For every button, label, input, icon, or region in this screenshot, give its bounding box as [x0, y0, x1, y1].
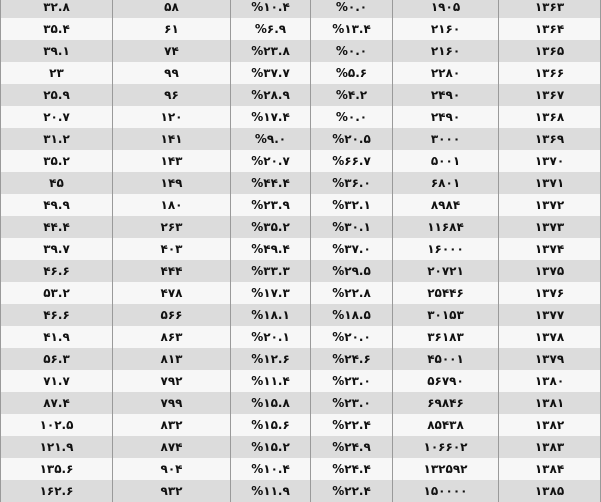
cell-count: ۶۱ — [113, 18, 231, 40]
cell-count: ۸۶۳ — [113, 326, 231, 348]
table-row — [1, 238, 601, 260]
cell-amount: ۲۲۸۰ — [393, 62, 499, 84]
table-row — [1, 436, 601, 458]
table-row — [1, 304, 601, 326]
cell-value-a: ۵۳.۲ — [1, 282, 113, 304]
cell-year: ۱۳۶۸ — [499, 106, 601, 128]
cell-year: ۱۳۷۹ — [499, 348, 601, 370]
cell-value-a: ۱۰۲.۵ — [1, 414, 113, 436]
cell-percent-change-a: %۲۳.۸ — [231, 40, 311, 62]
cell-count: ۹۰۴ — [113, 458, 231, 480]
cell-percent-change-b: %۲۹.۵ — [311, 260, 393, 282]
cell-count: ۱۴۱ — [113, 128, 231, 150]
cell-amount: ۶۹۸۴۶ — [393, 392, 499, 414]
cell-percent-change-a: %۴۹.۴ — [231, 238, 311, 260]
cell-amount: ۲۵۴۴۶ — [393, 282, 499, 304]
cell-year: ۱۳۷۳ — [499, 216, 601, 238]
cell-amount: ۱۱۶۸۴ — [393, 216, 499, 238]
cell-amount: ۱۹۰۵ — [393, 0, 499, 18]
table-row — [1, 370, 601, 392]
cell-percent-change-b: %۲۲.۴ — [311, 480, 393, 502]
cell-percent-change-b: %۲۳.۰ — [311, 370, 393, 392]
cell-percent-change-b: %۲۰.۰ — [311, 326, 393, 348]
cell-count: ۷۴ — [113, 40, 231, 62]
cell-percent-change-a: %۱۵.۸ — [231, 392, 311, 414]
table-row — [1, 40, 601, 62]
cell-count: ۸۱۳ — [113, 348, 231, 370]
cell-value-a: ۴۶.۶ — [1, 304, 113, 326]
table-row — [1, 458, 601, 480]
cell-year: ۱۳۸۵ — [499, 480, 601, 502]
cell-amount: ۵۶۷۹۰ — [393, 370, 499, 392]
cell-percent-change-a: %۹.۰ — [231, 128, 311, 150]
cell-year: ۱۳۸۴ — [499, 458, 601, 480]
cell-percent-change-a: %۲۳.۹ — [231, 194, 311, 216]
cell-value-a: ۸۷.۴ — [1, 392, 113, 414]
cell-year: ۱۳۷۶ — [499, 282, 601, 304]
cell-percent-change-a: %۳۷.۷ — [231, 62, 311, 84]
cell-year: ۱۳۶۶ — [499, 62, 601, 84]
cell-count: ۲۶۳ — [113, 216, 231, 238]
cell-amount: ۲۱۶۰ — [393, 40, 499, 62]
cell-percent-change-a: %۱۱.۴ — [231, 370, 311, 392]
cell-count: ۸۳۲ — [113, 414, 231, 436]
table-row — [1, 348, 601, 370]
cell-percent-change-b: %۵.۶ — [311, 62, 393, 84]
cell-percent-change-b: %۰.۰ — [311, 0, 393, 18]
cell-percent-change-a: %۲۰.۱ — [231, 326, 311, 348]
cell-year: ۱۳۷۵ — [499, 260, 601, 282]
cell-count: ۴۴۴ — [113, 260, 231, 282]
cell-value-a: ۳۵.۴ — [1, 18, 113, 40]
cell-year: ۱۳۷۴ — [499, 238, 601, 260]
cell-percent-change-b: %۲۰.۵ — [311, 128, 393, 150]
cell-percent-change-a: %۱۷.۳ — [231, 282, 311, 304]
cell-year: ۱۳۶۷ — [499, 84, 601, 106]
cell-amount: ۵۰۰۱ — [393, 150, 499, 172]
table-body — [1, 0, 601, 502]
table-row — [1, 18, 601, 40]
cell-percent-change-b: %۲۴.۶ — [311, 348, 393, 370]
cell-year: ۱۳۸۰ — [499, 370, 601, 392]
cell-value-a: ۱۶۲.۶ — [1, 480, 113, 502]
cell-year: ۱۳۷۰ — [499, 150, 601, 172]
table-row — [1, 62, 601, 84]
cell-count: ۱۸۰ — [113, 194, 231, 216]
cell-percent-change-b: %۲۳.۰ — [311, 392, 393, 414]
cell-value-a: ۳۹.۱ — [1, 40, 113, 62]
cell-percent-change-a: %۶.۹ — [231, 18, 311, 40]
cell-percent-change-b: %۲۲.۸ — [311, 282, 393, 304]
cell-percent-change-a: %۲۸.۹ — [231, 84, 311, 106]
cell-value-a: ۳۵.۲ — [1, 150, 113, 172]
table-row — [1, 0, 601, 18]
cell-year: ۱۳۶۳ — [499, 0, 601, 18]
cell-percent-change-a: %۱۰.۴ — [231, 0, 311, 18]
table-row — [1, 326, 601, 348]
cell-year: ۱۳۷۲ — [499, 194, 601, 216]
cell-percent-change-a: %۲۰.۷ — [231, 150, 311, 172]
cell-count: ۱۲۰ — [113, 106, 231, 128]
cell-count: ۱۴۳ — [113, 150, 231, 172]
cell-year: ۱۳۷۸ — [499, 326, 601, 348]
cell-amount: ۸۵۴۳۸ — [393, 414, 499, 436]
cell-count: ۹۶ — [113, 84, 231, 106]
cell-year: ۱۳۸۳ — [499, 436, 601, 458]
cell-value-a: ۴۹.۹ — [1, 194, 113, 216]
cell-count: ۴۷۸ — [113, 282, 231, 304]
cell-amount: ۱۳۲۵۹۲ — [393, 458, 499, 480]
cell-percent-change-a: %۱۰.۴ — [231, 458, 311, 480]
cell-percent-change-a: %۱۱.۹ — [231, 480, 311, 502]
table-row — [1, 392, 601, 414]
cell-year: ۱۳۸۱ — [499, 392, 601, 414]
cell-count: ۱۴۹ — [113, 172, 231, 194]
cell-amount: ۴۵۰۰۱ — [393, 348, 499, 370]
cell-percent-change-b: %۳۰.۱ — [311, 216, 393, 238]
cell-value-a: ۴۱.۹ — [1, 326, 113, 348]
cell-count: ۷۹۹ — [113, 392, 231, 414]
cell-percent-change-b: %۳۶.۰ — [311, 172, 393, 194]
cell-percent-change-b: %۲۲.۴ — [311, 414, 393, 436]
cell-count: ۹۳۲ — [113, 480, 231, 502]
cell-year: ۱۳۶۵ — [499, 40, 601, 62]
cell-year: ۱۳۶۹ — [499, 128, 601, 150]
cell-amount: ۶۸۰۱ — [393, 172, 499, 194]
cell-count: ۷۹۲ — [113, 370, 231, 392]
cell-amount: ۸۹۸۴ — [393, 194, 499, 216]
table-row — [1, 282, 601, 304]
cell-value-a: ۷۱.۷ — [1, 370, 113, 392]
cell-percent-change-b: %۴.۲ — [311, 84, 393, 106]
table-row — [1, 150, 601, 172]
cell-percent-change-b: %۱۳.۴ — [311, 18, 393, 40]
cell-percent-change-a: %۱۵.۶ — [231, 414, 311, 436]
cell-percent-change-a: %۱۷.۴ — [231, 106, 311, 128]
cell-percent-change-b: %۳۲.۱ — [311, 194, 393, 216]
cell-percent-change-a: %۴۴.۴ — [231, 172, 311, 194]
cell-count: ۵۸ — [113, 0, 231, 18]
table-row — [1, 414, 601, 436]
cell-year: ۱۳۶۴ — [499, 18, 601, 40]
cell-value-a: ۴۴.۴ — [1, 216, 113, 238]
cell-year: ۱۳۷۷ — [499, 304, 601, 326]
cell-amount: ۲۰۷۲۱ — [393, 260, 499, 282]
table-row — [1, 216, 601, 238]
cell-percent-change-a: %۱۲.۶ — [231, 348, 311, 370]
cell-value-a: ۴۶.۶ — [1, 260, 113, 282]
cell-amount: ۱۶۰۰۰ — [393, 238, 499, 260]
cell-value-a: ۵۶.۳ — [1, 348, 113, 370]
cell-value-a: ۱۲۱.۹ — [1, 436, 113, 458]
cell-percent-change-b: %۰.۰ — [311, 40, 393, 62]
cell-value-a: ۳۹.۷ — [1, 238, 113, 260]
cell-amount: ۳۰۱۵۳ — [393, 304, 499, 326]
table-row — [1, 128, 601, 150]
cell-amount: ۳۰۰۰ — [393, 128, 499, 150]
cell-percent-change-b: %۰.۰ — [311, 106, 393, 128]
cell-percent-change-a: %۳۵.۲ — [231, 216, 311, 238]
cell-count: ۴۰۳ — [113, 238, 231, 260]
cell-amount: ۳۶۱۸۳ — [393, 326, 499, 348]
cell-value-a: ۱۳۵.۶ — [1, 458, 113, 480]
cell-value-a: ۳۲.۸ — [1, 0, 113, 18]
table-row — [1, 480, 601, 502]
cell-year: ۱۳۷۱ — [499, 172, 601, 194]
cell-value-a: ۲۵.۹ — [1, 84, 113, 106]
cell-count: ۹۹ — [113, 62, 231, 84]
cell-percent-change-a: %۱۵.۲ — [231, 436, 311, 458]
cell-amount: ۱۵۰۰۰۰ — [393, 480, 499, 502]
cell-percent-change-b: %۳۷.۰ — [311, 238, 393, 260]
cell-percent-change-a: %۱۸.۱ — [231, 304, 311, 326]
cell-amount: ۱۰۶۶۰۲ — [393, 436, 499, 458]
cell-percent-change-b: %۲۴.۴ — [311, 458, 393, 480]
table-row — [1, 260, 601, 282]
cell-amount: ۲۱۶۰ — [393, 18, 499, 40]
cell-value-a: ۳۱.۲ — [1, 128, 113, 150]
table-row — [1, 172, 601, 194]
cell-amount: ۲۴۹۰ — [393, 84, 499, 106]
cell-percent-change-b: %۱۸.۵ — [311, 304, 393, 326]
cell-percent-change-b: %۲۴.۹ — [311, 436, 393, 458]
cell-percent-change-a: %۳۳.۳ — [231, 260, 311, 282]
cell-percent-change-b: %۶۶.۷ — [311, 150, 393, 172]
cell-value-a: ۲۰.۷ — [1, 106, 113, 128]
cell-count: ۵۶۶ — [113, 304, 231, 326]
cell-amount: ۲۴۹۰ — [393, 106, 499, 128]
table-row — [1, 194, 601, 216]
cell-value-a: ۲۳ — [1, 62, 113, 84]
cell-year: ۱۳۸۲ — [499, 414, 601, 436]
table-row — [1, 106, 601, 128]
table-row — [1, 84, 601, 106]
cell-count: ۸۷۴ — [113, 436, 231, 458]
cell-value-a: ۴۵ — [1, 172, 113, 194]
